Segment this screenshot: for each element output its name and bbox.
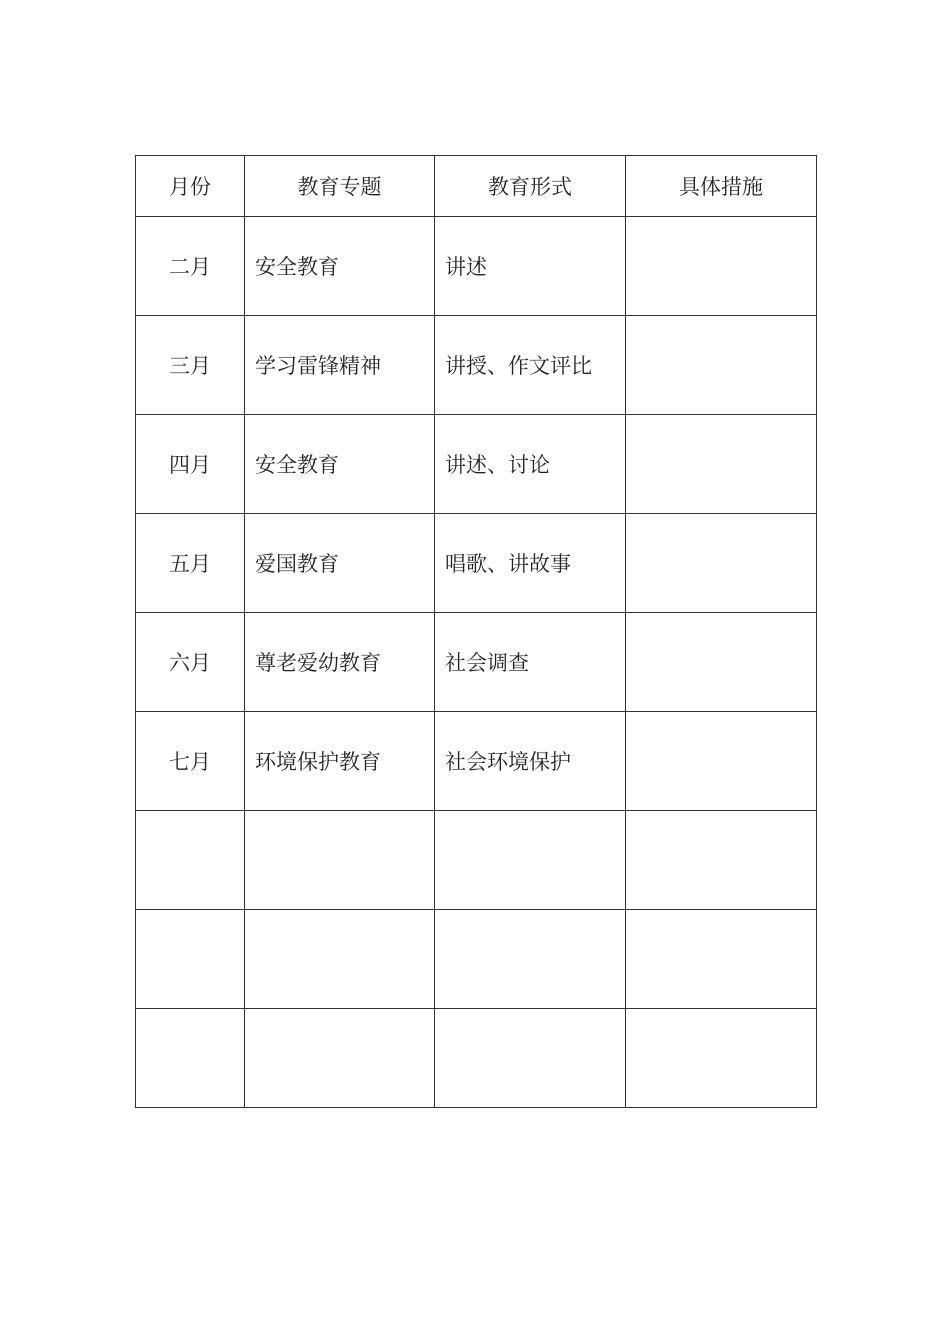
form-cell: 社会环境保护 [435,712,626,811]
header-form: 教育形式 [435,156,626,217]
header-measures: 具体措施 [626,156,817,217]
measures-cell [626,514,817,613]
month-cell: 五月 [136,514,245,613]
topic-cell [245,910,435,1009]
measures-cell [626,910,817,1009]
form-cell [435,811,626,910]
measures-cell [626,1009,817,1108]
form-cell: 社会调查 [435,613,626,712]
topic-cell: 环境保护教育 [245,712,435,811]
month-cell [136,910,245,1009]
measures-cell [626,613,817,712]
form-cell: 讲述、讨论 [435,415,626,514]
table-header-row [136,156,817,217]
measures-cell [626,712,817,811]
month-cell: 六月 [136,613,245,712]
table-row [136,613,817,712]
form-cell: 讲授、作文评比 [435,316,626,415]
form-cell: 唱歌、讲故事 [435,514,626,613]
education-plan-table [135,155,817,1108]
measures-cell [626,217,817,316]
month-cell [136,1009,245,1108]
topic-cell: 安全教育 [245,217,435,316]
month-cell: 四月 [136,415,245,514]
form-cell: 讲述 [435,217,626,316]
topic-cell: 安全教育 [245,415,435,514]
table-row [136,712,817,811]
measures-cell [626,811,817,910]
table-row [136,811,817,910]
topic-cell: 尊老爱幼教育 [245,613,435,712]
month-cell: 三月 [136,316,245,415]
form-cell [435,1009,626,1108]
header-topic: 教育专题 [245,156,435,217]
month-cell: 七月 [136,712,245,811]
measures-cell [626,415,817,514]
table-row [136,1009,817,1108]
table-row [136,316,817,415]
table-row [136,217,817,316]
measures-cell [626,316,817,415]
table-row [136,415,817,514]
table-row [136,514,817,613]
topic-cell: 爱国教育 [245,514,435,613]
education-plan-sheet [135,155,817,1108]
table-row [136,910,817,1009]
month-cell: 二月 [136,217,245,316]
header-month: 月份 [136,156,245,217]
form-cell [435,910,626,1009]
topic-cell [245,1009,435,1108]
topic-cell [245,811,435,910]
topic-cell: 学习雷锋精神 [245,316,435,415]
month-cell [136,811,245,910]
